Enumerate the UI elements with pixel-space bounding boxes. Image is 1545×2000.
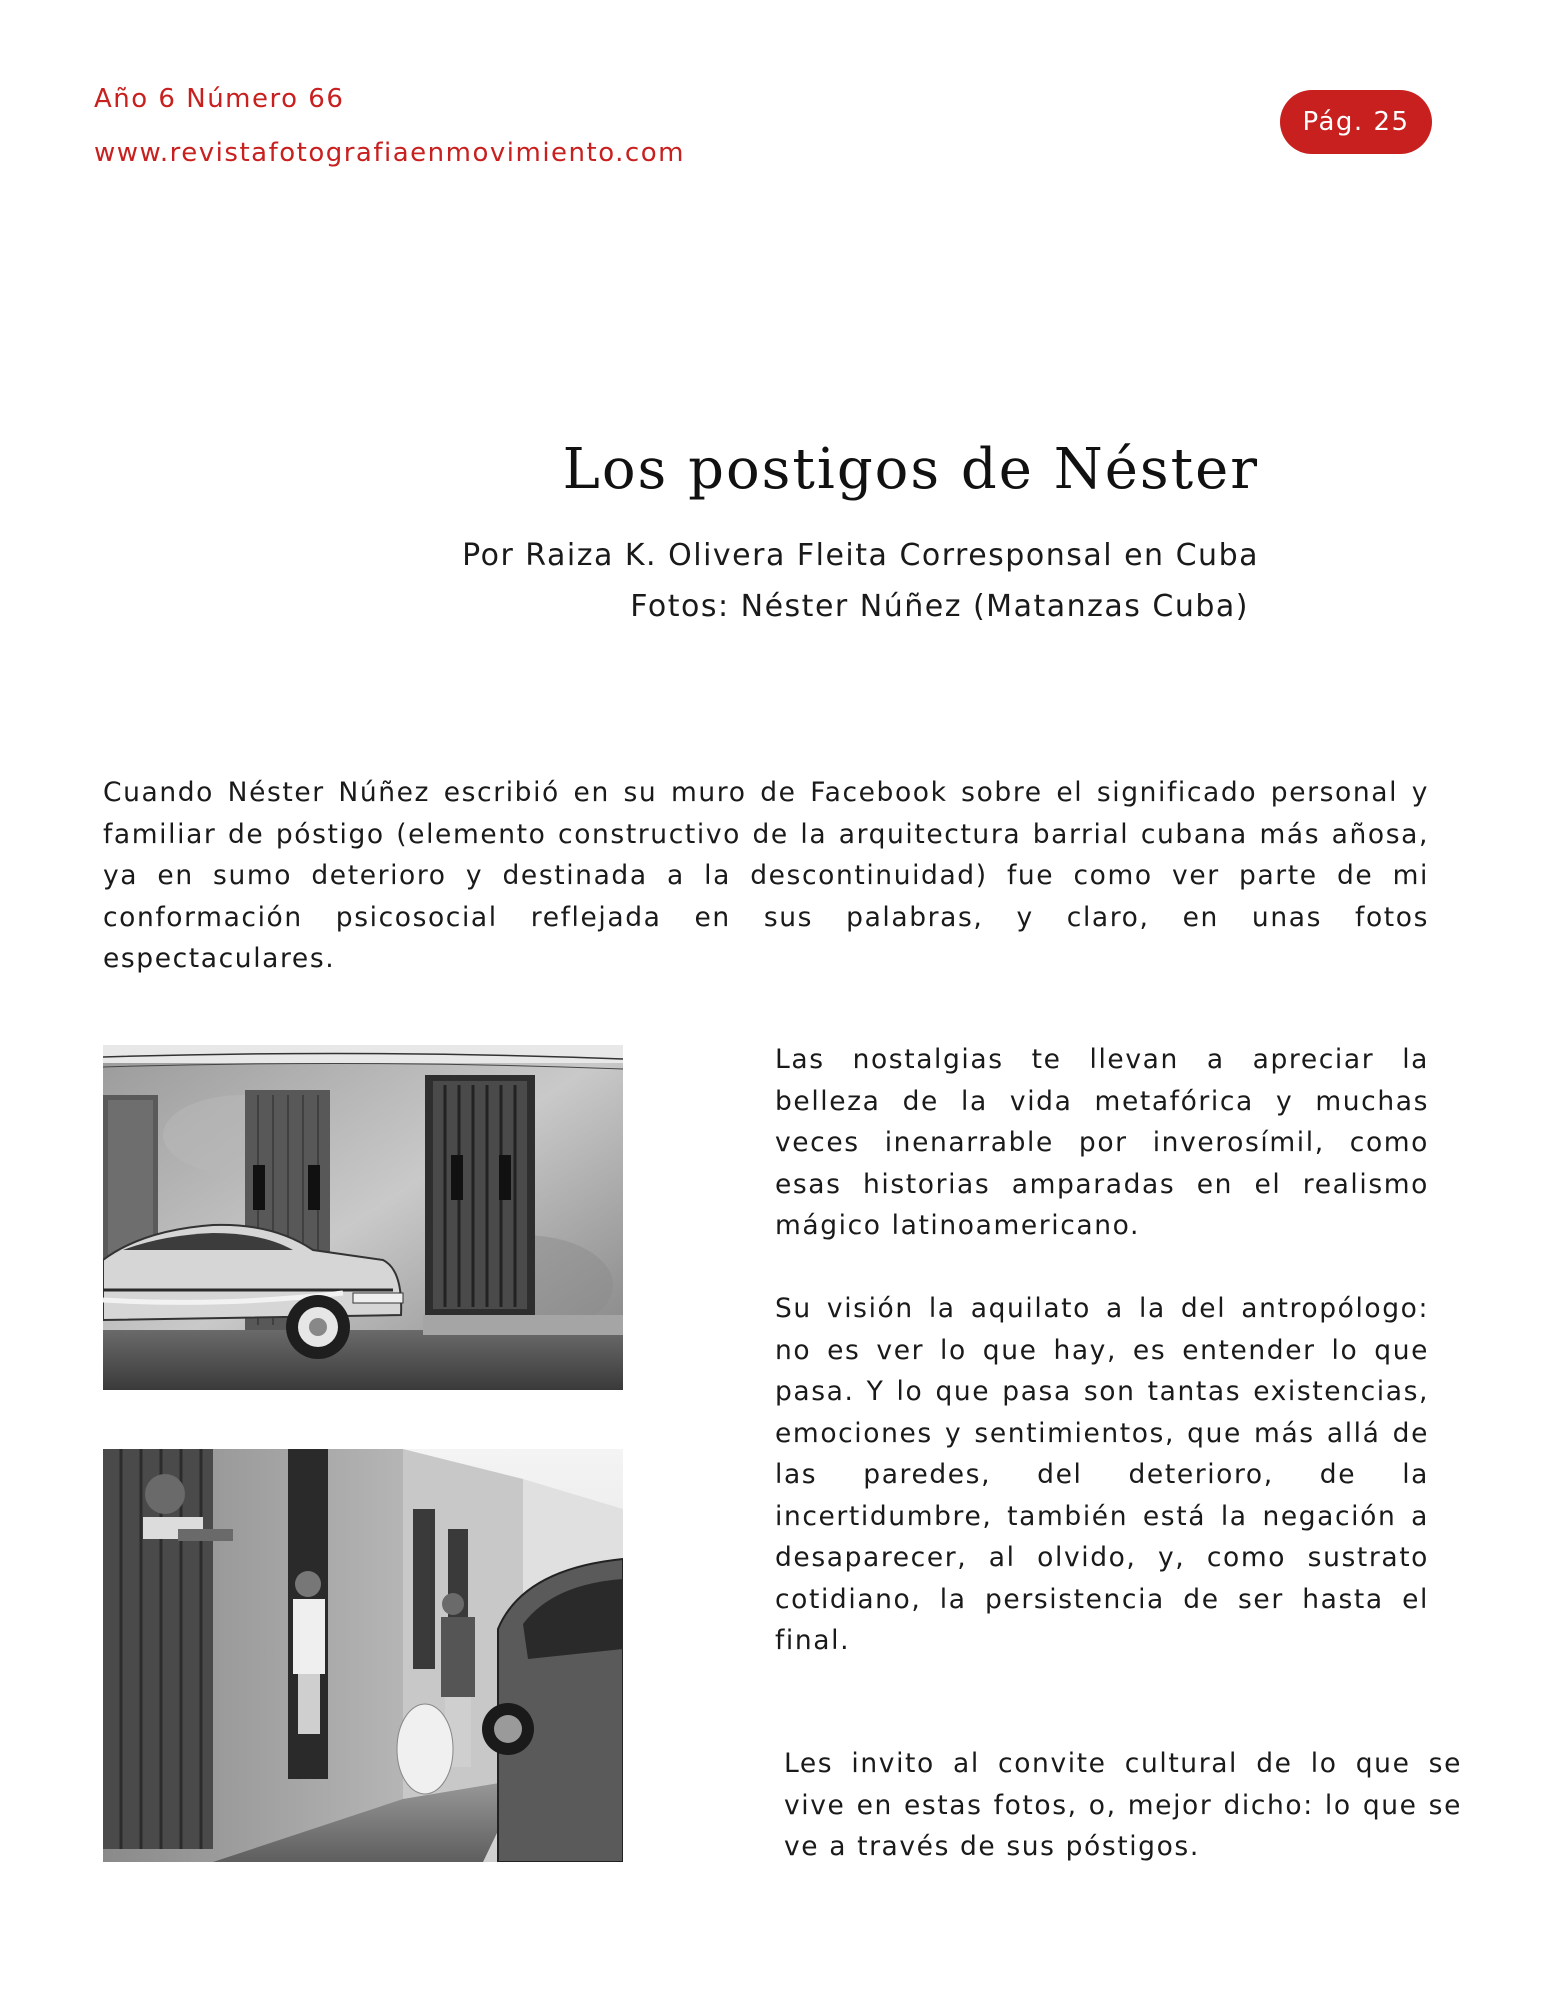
page-number-badge: Pág. 25 [1280, 90, 1432, 154]
body-paragraph-invitation: Les invito al convite cultural de lo que se vive en estas fotos, o, mejor dicho: lo que se ve a través de sus póstigos. [784, 1748, 1462, 1862]
photos-credit: Fotos: Néster Núñez (Matanzas Cuba) [630, 589, 1249, 624]
article-byline: Por Raiza K. Olivera Fleita Corresponsal en Cuba [462, 538, 1259, 573]
issue-number: Año 6 Número 66 [94, 84, 345, 114]
photo-street-doorways [103, 1449, 623, 1862]
photo-vintage-car-facade [103, 1045, 623, 1390]
body-paragraph-nostalgia: Las nostalgias te llevan a apreciar la belleza de la vida metafórica y muchas veces inenarrable por inverosímil, como esas historias amparadas en el realismo mágico latinoamericano. [775, 1044, 1429, 1241]
body-paragraph-vision: Su visión la aquilato a la del antropólogo: no es ver lo que hay, es entender lo que pasa. Y lo que pasa son tantas existencias, emociones y sentimientos, que más allá de las paredes, del deterioro, de la incertidumbre, también está la negación a desaparecer, al olvido, y, como sustrato cotidiano, la persistencia de ser hasta el final. [775, 1293, 1429, 1656]
article-title: Los postigos de Néster [562, 437, 1259, 502]
intro-paragraph: Cuando Néster Núñez escribió en su muro de Facebook sobre el significado personal y familiar de póstigo (elemento constructivo de la arquitectura barrial cubana más añosa, ya en sumo deterioro y destinada a la descontinuidad) fue como ver parte de mi conformación psicosocial reflejada en sus palabras, y claro, en unas fotos espectaculares. [103, 777, 1429, 974]
magazine-url[interactable]: www.revistafotografiaenmovimiento.com [94, 138, 685, 168]
